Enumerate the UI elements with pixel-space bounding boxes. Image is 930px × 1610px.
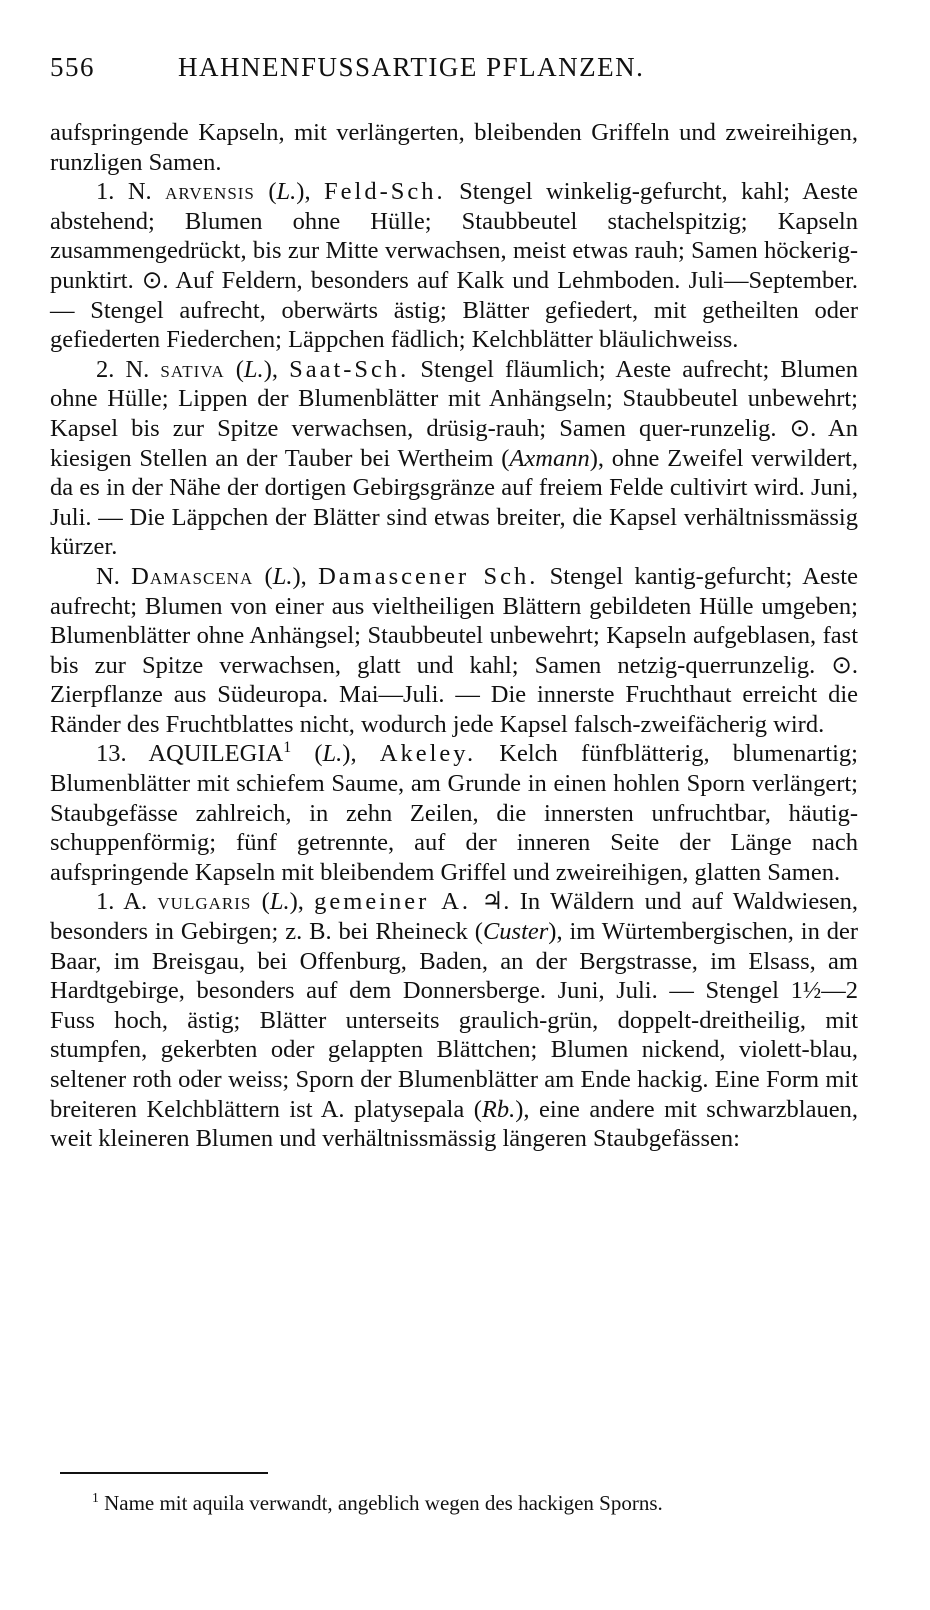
page-number: 556 (50, 52, 95, 82)
author: L. (322, 740, 343, 768)
footnote-marker: 1 (92, 1490, 99, 1505)
common-name: Saat-Sch. (289, 355, 410, 383)
author: L. (276, 178, 297, 206)
description-continued: ), ohne Zweifel verwildert, da es in der Nähe der dortigen Gebirgsgränze auf freiem Felde cultivirt wird. Juni, Juli. — Die Läppchen der Blätter sind etwas breiter, die Kapsel verhältnissmässig kürzer. (50, 444, 858, 561)
footnote-divider (60, 1472, 268, 1474)
species-name: Damascena (131, 562, 254, 590)
genus-name: 13. AQUILEGIA (96, 740, 284, 768)
author: L. (269, 888, 290, 916)
species-name: vulgaris (157, 888, 252, 916)
footnote (92, 1490, 862, 1516)
common-name: gemeiner A. (314, 888, 472, 916)
genus-entry-aquilegia (50, 739, 858, 887)
species-entry-arvensis (50, 177, 858, 355)
description: Stengel kantig-gefurcht; Aeste aufrecht; Blumen von einer aus vieltheiligen Blättern gebildeten Hülle umgeben; Blumenblätter ohne Anhängsel; Staubbeutel unbewehrt; Kapseln aufgeblasen, fast bis zur Spitze verwachsen, glatt und kahl; Samen netzig-querrunzelig. ⊙. Zierpflanze aus Südeuropa. Mai—Juli. — Die innerste Fruchthaut erreicht die Ränder des Fruchtblattes nicht, wodurch jede Kapsel falsch-zweifächerig wird. (50, 562, 858, 738)
paren-close: ), (289, 888, 315, 916)
description-end: ), eine andere mit schwarzblauen, weit kleineren Blumen und verhältnissmässig längeren Staubgefässen: (50, 1095, 858, 1153)
paren-close: ), (292, 562, 319, 590)
footnote-text: Name mit aquila verwandt, angeblich wegen des hackigen Sporns. (98, 1491, 663, 1515)
entry-number: 1. A. (96, 888, 148, 916)
source-citation: Custer (482, 918, 549, 946)
species-entry-sativa (50, 355, 858, 562)
common-name: Damascener Sch. (318, 562, 539, 590)
entry-number: 2. N. (96, 355, 150, 383)
paren-open: ( (291, 740, 323, 768)
species-name: arvensis (165, 178, 255, 206)
entry-number: N. (96, 562, 120, 590)
species-entry-vulgaris (50, 887, 858, 1153)
book-page (50, 52, 858, 1154)
paren-close: ), (342, 740, 380, 768)
paragraph-continuation: aufspringende Kapseln, mit verlängerten, bleibenden Griffeln und zweireihigen, runzligen Samen. (50, 119, 858, 176)
paren-open: ( (254, 178, 277, 206)
description: Stengel fläumlich; Aeste aufrecht; Blumen ohne Hülle; Lippen der Blumenblätter mit Anhängseln; Staubbeutel unbewehrt; Kapsel bis zur Spitze verwachsen, drüsig-rauh; Samen quer-runzelig. ⊙. An kiesigen Stellen an der Tauber bei Wertheim ( (50, 355, 859, 472)
source-citation: Axmann (509, 444, 590, 472)
description: ♃. In Wäldern und auf Waldwiesen, besonders in Gebirgen; z. B. bei Rheineck ( (50, 888, 858, 946)
paren-open: ( (253, 562, 273, 590)
running-title: HAHNENFUSSARTIGE PFLANZEN. (178, 52, 645, 82)
author: L. (243, 355, 264, 383)
page-header (50, 52, 858, 96)
description: Kelch fünfblätterig, blumenartig; Blumenblätter mit schiefem Saume, am Grunde in einen hohlen Sporn verlängert; Staubgefässe zahlreich, in zehn Zeilen, die innersten unfruchtbar, häutig-schuppenförmig; fünf getrennte, auf der inneren Seite der Länge nach aufspringende Kapseln mit bleibendem Griffel und zweireihigen, glatten Samen. (50, 740, 858, 886)
source-citation: Rb. (481, 1095, 516, 1123)
common-name: Feld-Sch. (324, 178, 446, 206)
footnote-reference: 1 (283, 739, 292, 757)
body-text (50, 118, 858, 1154)
entry-number: 1. N. (96, 178, 152, 206)
description: Stengel winkelig-gefurcht, kahl; Aeste abstehend; Blumen ohne Hülle; Staubbeutel stachelspitzig; Kapseln zusammengedrückt, bis zur Mitte verwachsen, meist etwas rauh; Samen höckerig-punktirt. ⊙. Auf Feldern, besonders auf Kalk und Lehmboden. Juli—September. — Stengel aufrecht, oberwärts ästig; Blätter gefiedert, mit getheilten oder gefiederten Fiederchen; Läppchen fädlich; Kelchblätter bläulichweiss. (50, 178, 858, 354)
paren-open: ( (224, 355, 244, 383)
paren-close: ), (296, 178, 325, 206)
paren-close: ), (263, 355, 290, 383)
species-name: sativa (160, 355, 225, 383)
description-continued: ), im Würtembergischen, in der Baar, im Breisgau, bei Offenburg, Baden, an der Bergstrasse, im Elsass, am Hardtgebirge, besonders auf dem Donnersberge. Juni, Juli. — Stengel 1½—2 Fuss hoch, ästig; Blätter unterseits graulich-grün, doppelt-dreitheilig, mit stumpfen, gekerbten oder gelappten Blättchen; Blumen nickend, violett-blau, seltener roth oder weiss; Sporn der Blumenblätter am Ende hackig. Eine Form mit breiteren Kelchblättern ist A. platysepala ( (50, 918, 858, 1123)
species-entry-damascena (50, 562, 858, 740)
common-name: Akeley. (379, 740, 477, 768)
author: L. (272, 562, 293, 590)
paren-open: ( (251, 888, 270, 916)
